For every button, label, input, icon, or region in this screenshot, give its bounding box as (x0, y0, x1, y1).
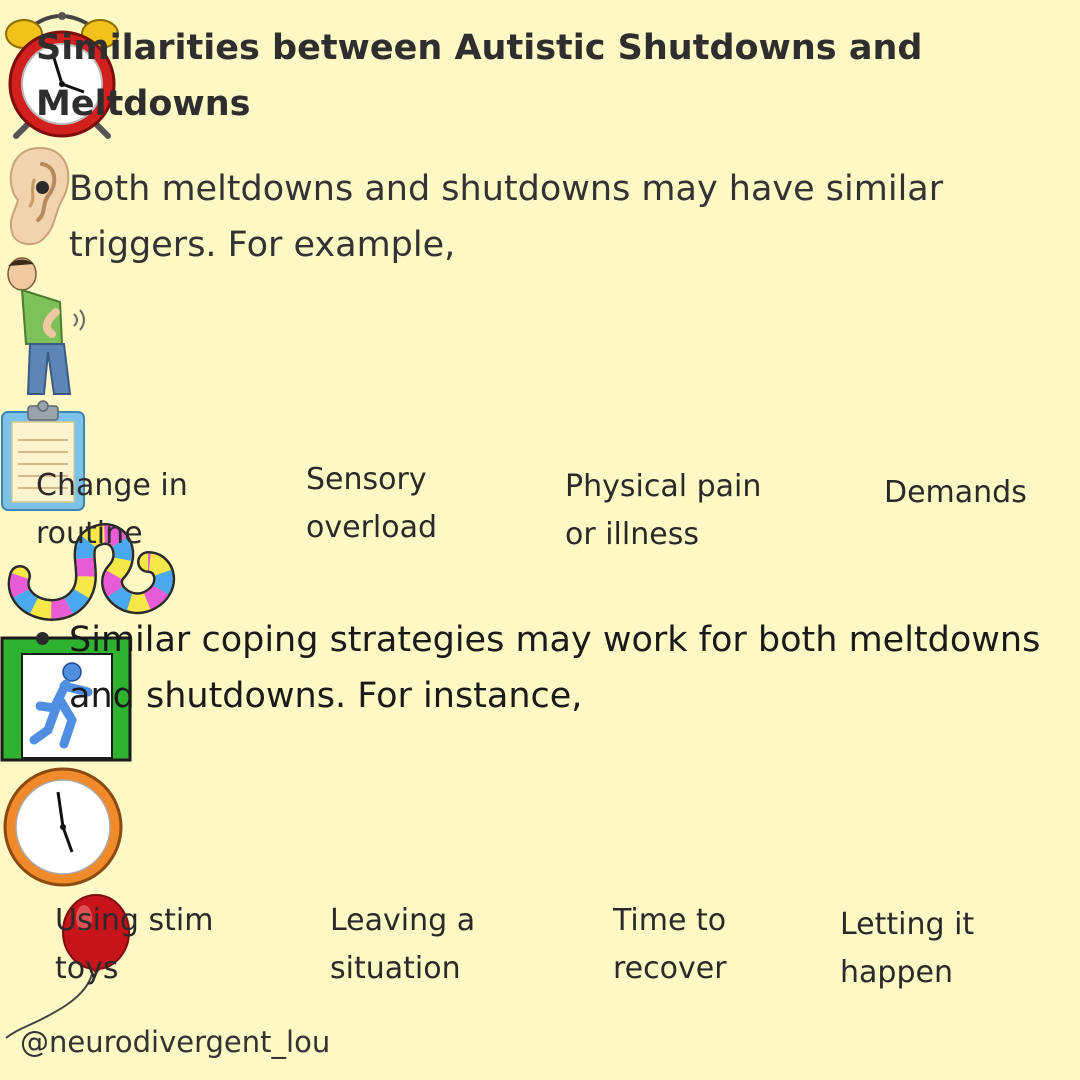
trigger-label: Demands (884, 475, 1027, 510)
coping-label: recover (613, 951, 727, 986)
trigger-label: overload (306, 510, 438, 545)
bullet-triggers (36, 161, 1046, 273)
bullet-coping (36, 612, 1046, 724)
bullet-coping-text: Similar coping strategies may work for both meltdowns and shutdowns. For instance, (69, 620, 1041, 716)
coping-label: Time to (613, 903, 727, 938)
coping-label: Leaving a (330, 903, 476, 938)
trigger-label: Change in (36, 468, 188, 503)
wall-clock-icon (0, 766, 126, 888)
bullet-dot (36, 181, 49, 194)
coping-label: Using stim (55, 903, 214, 938)
trigger-label: Physical pain (565, 469, 762, 504)
trigger-label: Sensory (306, 462, 427, 497)
coping-label: happen (840, 955, 953, 990)
coping-label: situation (330, 951, 461, 986)
coping-label: Letting it (840, 907, 975, 942)
page-title: Similarities between Autistic Shutdowns and Meltdowns (36, 28, 923, 124)
bullet-triggers-text: Both meltdowns and shutdowns may have similar triggers. For example, (69, 169, 944, 265)
author-handle: @neurodivergent_lou (20, 1025, 331, 1059)
bullet-dot (36, 632, 49, 645)
coping-label: toys (55, 951, 119, 986)
trigger-label: routine (36, 516, 143, 551)
person-in-pain-icon (0, 252, 92, 396)
trigger-label: or illness (565, 517, 699, 552)
